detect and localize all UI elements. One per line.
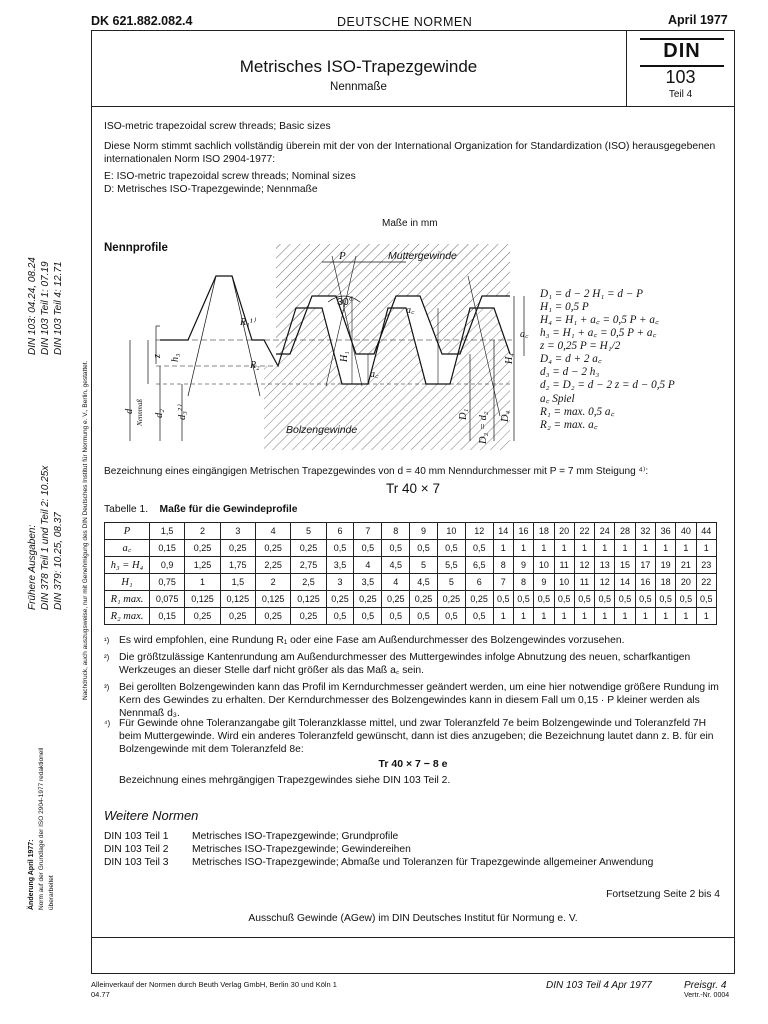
table-cell: 16 (635, 574, 655, 591)
table-cell: 0,5 (676, 591, 696, 608)
table-cell: 0,125 (255, 591, 290, 608)
price-group: Preisgr. 4 (684, 980, 727, 991)
table-cell: 7 (354, 523, 382, 540)
table-cell: 0,25 (185, 608, 220, 625)
table-cell: 0,5 (534, 591, 554, 608)
label-h3: h₃ (170, 353, 181, 362)
table-cell: 16 (513, 523, 533, 540)
table-cell: 5,5 (437, 557, 465, 574)
table-cell: 12 (595, 574, 615, 591)
label-D1: D₁ (458, 408, 469, 420)
title-divider (91, 106, 735, 107)
label-r1: R₁¹⁾ (240, 317, 256, 328)
related-standard-title: Metrisches ISO-Trapezgewinde; Gewindereihen (192, 844, 411, 855)
table-cell: 1 (655, 540, 675, 557)
label-bolzengewinde: Bolzengewinde (286, 424, 358, 436)
table-cell: 4,5 (382, 557, 410, 574)
formula-z: z = 0,25 P = H₁/2 (540, 340, 621, 352)
table-cell: 28 (615, 523, 635, 540)
table-cell: 12 (574, 557, 594, 574)
table-cell: 9 (410, 523, 438, 540)
print-date: 04.77 (91, 990, 110, 999)
table-cell: 0,5 (574, 591, 594, 608)
table-cell: 0,5 (354, 540, 382, 557)
related-standard-ref: DIN 103 Teil 3 (104, 857, 169, 868)
related-standard-ref: DIN 103 Teil 1 (104, 831, 169, 842)
table-cell: 0,125 (185, 591, 220, 608)
table-cell: 7 (493, 574, 513, 591)
label-z: z (152, 354, 163, 358)
table-cell: 1 (534, 540, 554, 557)
table-cell: 0,075 (150, 591, 185, 608)
margin-reprint-notice: Nachdruck, auch auszugsweise, nur mit Genehmigung des DIN Deutsches Institut für Normung e. V., Berlin, gestattet. (82, 360, 89, 700)
table-cell: 1 (595, 608, 615, 625)
table-cell: 0,5 (437, 608, 465, 625)
table-cell: 17 (635, 557, 655, 574)
table-cell: 1 (554, 608, 574, 625)
footnote-3 (104, 681, 719, 720)
table-row (105, 574, 717, 591)
table-cell: 1,75 (220, 557, 255, 574)
margin-change-note: überarbeitet (48, 875, 55, 910)
table-cell: 0,15 (150, 540, 185, 557)
table-cell: 1 (635, 540, 655, 557)
table-cell: 0,5 (354, 608, 382, 625)
formula-d3: d₃ = d − 2 h₃ (540, 366, 600, 378)
formula-h3: h₃ = H₁ + a꜀ = 0,5 P + a꜀ (540, 327, 657, 339)
table-cell: 13 (595, 557, 615, 574)
label-D2: D₂ = d₂ (478, 411, 489, 444)
table-cell: 0,25 (410, 591, 438, 608)
bottom-divider (91, 937, 735, 938)
table-cell: 2,75 (291, 557, 326, 574)
related-standard-title: Metrisches ISO-Trapezgewinde; Abmaße und Toleranzen für Trapezgewinde allgemeiner Anwendung (192, 857, 654, 868)
table-cell: 23 (696, 557, 716, 574)
german-designation: D: Metrisches ISO-Trapezgewinde; Nennmaße (104, 184, 318, 195)
table-cell: 1 (635, 608, 655, 625)
table-cell: 1 (595, 540, 615, 557)
table-cell: 0,25 (465, 591, 493, 608)
table-cell: 4 (354, 557, 382, 574)
label-nennmass: Nennmaß (136, 399, 144, 426)
table-cell: 44 (696, 523, 716, 540)
table-row-header: R₁ max. (105, 591, 150, 608)
profile-dimensions-table (104, 522, 717, 625)
label-h4: H₄ (504, 353, 515, 364)
footnote-text: Es wird empfohlen, eine Rundung R₁ oder eine Fase am Außendurchmesser des Bolzengewindes vorzusehen. (119, 635, 625, 646)
table-cell: 0,25 (255, 608, 290, 625)
formula-ac: a꜀ Spiel (540, 393, 575, 405)
margin-change-note: Änderung April 1977: (28, 839, 35, 910)
label-d2: d₂ (154, 409, 165, 418)
table-cell: 1 (185, 574, 220, 591)
table-cell: 1 (554, 540, 574, 557)
table-cell: 40 (676, 523, 696, 540)
table-cell: 0,5 (382, 608, 410, 625)
table-cell: 20 (554, 523, 574, 540)
table-cell: 0,25 (382, 591, 410, 608)
table-cell: 0,5 (437, 540, 465, 557)
label-muttergewinde: Muttergewinde (388, 250, 457, 262)
units-note: Maße in mm (382, 218, 438, 229)
table-cell: 1 (676, 540, 696, 557)
table-cell: 0,5 (554, 591, 574, 608)
din-logo (640, 38, 724, 66)
margin-change-note: Norm auf der Grundlage der ISO 2904-1977 redaktionell (38, 747, 45, 910)
publisher-heading: DEUTSCHE NORMEN (337, 15, 473, 29)
table-cell: 0,15 (150, 608, 185, 625)
table-cell: 9 (534, 574, 554, 591)
margin-version-line: DIN 103: 04.24, 08.24 (27, 257, 38, 355)
tolerance-example: Tr 40 × 7 − 8 e (378, 758, 448, 770)
table-cell: 1 (676, 608, 696, 625)
table-cell: 0,25 (291, 608, 326, 625)
table-cell: 15 (615, 557, 635, 574)
table-row-header: H₁ (105, 574, 150, 591)
table-cell: 3 (220, 523, 255, 540)
label-angle: 30° (337, 296, 353, 308)
table-cell: 1,5 (220, 574, 255, 591)
table-cell: 36 (655, 523, 675, 540)
table-cell: 1 (493, 540, 513, 557)
table-cell: 8 (493, 557, 513, 574)
table-row-header: h₃ = H₄ (105, 557, 150, 574)
margin-version-line: DIN 103 Teil 1: 07.19 (40, 261, 51, 355)
iso-statement: Diese Norm stimmt sachlich vollständig überein mit der von der International Organization for Standardization (ISO) herausgegebenen internationalen Norm ISO 2904-1977: (104, 141, 716, 165)
footnote-text: Die größtzulässige Kantenrundung am Außendurchmesser des Muttergewindes infolge Abnutzung des neuen, scharfkantigen Werkzeuges an dieser Stelle darf nicht größer als das Maß a꜀ sein. (119, 652, 691, 676)
table-cell: 2,25 (255, 557, 290, 574)
table-cell: 0,5 (595, 591, 615, 608)
table-cell: 1 (534, 608, 554, 625)
table-cell: 1 (696, 608, 716, 625)
document-title: Metrisches ISO-Trapezgewinde (239, 57, 478, 76)
table-cell: 0,5 (410, 608, 438, 625)
table-cell: 8 (382, 523, 410, 540)
table-cell: 0,9 (150, 557, 185, 574)
table-row (105, 540, 717, 557)
table-cell: 18 (534, 523, 554, 540)
table-cell: 1 (493, 608, 513, 625)
table-cell: 1,5 (150, 523, 185, 540)
table-cell: 0,25 (220, 608, 255, 625)
table-cell: 22 (574, 523, 594, 540)
table-cell: 20 (676, 574, 696, 591)
table-cell: 0,25 (437, 591, 465, 608)
table-cell: 11 (574, 574, 594, 591)
footnote-number: ¹) (104, 636, 110, 645)
footnote-number: ⁴) (104, 719, 111, 728)
formula-h4: H₄ = H₁ + a꜀ = 0,5 P + a꜀ (540, 314, 659, 326)
table-cell: 0,5 (513, 591, 533, 608)
table-cell: 0,5 (410, 540, 438, 557)
table-cell: 0,5 (635, 591, 655, 608)
table-cell: 0,5 (615, 591, 635, 608)
figure-heading: Nennprofile (104, 242, 168, 254)
label-d3: d₃²⁾ (177, 405, 188, 420)
table-cell: 6,5 (465, 557, 493, 574)
table-cell: 32 (635, 523, 655, 540)
table-cell: 0,5 (465, 608, 493, 625)
margin-earlier-editions: Frühere Ausgaben: (27, 524, 38, 610)
table-cell: 5 (291, 523, 326, 540)
table-cell: 0,25 (185, 540, 220, 557)
document-subtitle: Nennmaße (330, 81, 387, 93)
table-row (105, 608, 717, 625)
table-cell: 2 (185, 523, 220, 540)
table-cell: 0,5 (326, 608, 354, 625)
table-cell: 21 (676, 557, 696, 574)
table-caption-prefix: Tabelle 1. (104, 504, 149, 515)
table-cell: 11 (554, 557, 574, 574)
table-cell: 1 (615, 540, 635, 557)
table-cell: 1 (655, 608, 675, 625)
table-cell: 3,5 (354, 574, 382, 591)
table-cell: 1 (615, 608, 635, 625)
table-cell: 14 (615, 574, 635, 591)
table-cell: 24 (595, 523, 615, 540)
table-cell: 0,5 (382, 540, 410, 557)
continuation-note: Fortsetzung Seite 2 bis 4 (606, 889, 720, 900)
label-ac-mid: a꜀ (370, 369, 379, 380)
english-title: ISO-metric trapezoidal screw threads; Basic sizes (104, 121, 331, 132)
din-part: Teil 4 (668, 89, 693, 100)
table-cell: 0,5 (655, 591, 675, 608)
din-number: 103 (665, 67, 696, 87)
table-row-header: R₂ max. (105, 608, 150, 625)
footnote-text: Bei gerollten Bolzengewinden kann das Profil im Kerndurchmesser geändert werden, um eine hier notwendige größere Rundung im Kern des Gewindes zu erhalten. Der Kerndurchmesser des Bolzengewindes kann in diesem Fall um 0,15 · P kleiner werden als Nennmaß d₃. (119, 682, 719, 719)
table-cell: 10 (437, 523, 465, 540)
table-cell: 0,5 (696, 591, 716, 608)
table-cell: 1 (574, 608, 594, 625)
designation-sentence: Bezeichnung eines eingängigen Metrischen Trapezgewindes von d = 40 mm Nenndurchmesser mit P = 7 mm Steigung ⁴⁾: (104, 466, 649, 477)
table-cell: 4,5 (410, 574, 438, 591)
footnote-number: ²) (104, 653, 110, 662)
formula-d1: D₁ = d − 2 H₁ = d − P (540, 288, 643, 300)
issue-date: April 1977 (668, 13, 728, 27)
table-cell: 10 (554, 574, 574, 591)
table-cell: 12 (465, 523, 493, 540)
table-row (105, 557, 717, 574)
doc-reference: DIN 103 Teil 4 Apr 1977 (546, 980, 652, 991)
footnote-number: ³) (104, 683, 110, 692)
multi-start-note: Bezeichnung eines mehrgängigen Trapezgewindes siehe DIN 103 Teil 2. (119, 775, 451, 786)
table-row-header: P (105, 523, 150, 540)
table-caption (104, 503, 297, 516)
table-cell: 0,5 (465, 540, 493, 557)
designation-example: Tr 40 × 7 (386, 481, 440, 496)
table-cell: 0,25 (326, 591, 354, 608)
table-cell: 1 (696, 540, 716, 557)
label-ac-right: a꜀ (520, 329, 529, 340)
margin-earlier-editions: DIN 379: 10.25, 08.37 (53, 512, 64, 610)
footnote-2 (104, 651, 719, 677)
label-h1: H₁ (339, 351, 350, 362)
table-cell: 1 (574, 540, 594, 557)
table-cell: 0,5 (326, 540, 354, 557)
table-row (105, 591, 717, 608)
din-logo-text: DIN (663, 40, 701, 62)
table-caption-title: Maße für die Gewindeprofile (159, 504, 298, 515)
table-cell: 0,125 (220, 591, 255, 608)
table-cell: 3 (326, 574, 354, 591)
table-cell: 18 (655, 574, 675, 591)
table-cell: 3,5 (326, 557, 354, 574)
table-cell: 0,25 (354, 591, 382, 608)
label-D4: D₄ (500, 410, 511, 422)
related-standard-ref: DIN 103 Teil 2 (104, 844, 169, 855)
footnote-4 (104, 717, 719, 756)
table-cell: 1 (513, 608, 533, 625)
table-cell: 19 (655, 557, 675, 574)
dk-number: DK 621.882.082.4 (91, 14, 193, 28)
english-designation: E: ISO-metric trapezoidal screw threads; Nominal sizes (104, 171, 356, 182)
table-cell: 10 (534, 557, 554, 574)
formula-h1: H₁ = 0,5 P (540, 301, 589, 313)
table-cell: 1 (513, 540, 533, 557)
table-row (105, 523, 717, 540)
footnote-text: Für Gewinde ohne Toleranzangabe gilt Toleranzklasse mittel, und zwar Toleranzfeld 7e beim Bolzengewinde und Toleranzfeld 7H beim Muttergewinde. Wird ein anderes Toleranzfeld gewünscht, dann ist dies anzugeben; die Bezeichnung lautet dann z. B. für ein Bolzengewinde mit dem Toleranzfeld 8e: (119, 718, 714, 755)
vertrieb-number: Vertr.-Nr. 0004 (684, 992, 730, 999)
formula-d4: D₄ = d + 2 a꜀ (540, 353, 602, 365)
table-cell: 6 (465, 574, 493, 591)
margin-earlier-editions: DIN 378 Teil 1 und Teil 2: 10.25x (40, 465, 51, 610)
table-cell: 2 (255, 574, 290, 591)
label-r2: R₂ (250, 360, 260, 371)
formula-r2: R₂ = max. a꜀ (540, 419, 598, 431)
related-standard-title: Metrisches ISO-Trapezgewinde; Grundprofile (192, 831, 399, 842)
table-cell: 2,5 (291, 574, 326, 591)
table-cell: 14 (493, 523, 513, 540)
table-cell: 5 (410, 557, 438, 574)
table-row-header: a꜀ (105, 540, 150, 557)
table-cell: 5 (437, 574, 465, 591)
table-cell: 0,125 (291, 591, 326, 608)
table-cell: 4 (382, 574, 410, 591)
label-ac-top: a꜀ (406, 305, 415, 316)
table-cell: 0,75 (150, 574, 185, 591)
table-cell: 0,25 (291, 540, 326, 557)
weitere-normen-heading: Weitere Normen (104, 808, 199, 823)
formula-d2: d₂ = D₂ = d − 2 z = d − 0,5 P (540, 379, 675, 391)
table-cell: 8 (513, 574, 533, 591)
table-cell: 22 (696, 574, 716, 591)
footnote-1 (104, 634, 719, 647)
publisher-line: Alleinverkauf der Normen durch Beuth Verlag GmbH, Berlin 30 und Köln 1 (91, 980, 337, 989)
table-cell: 0,25 (220, 540, 255, 557)
table-cell: 1,25 (185, 557, 220, 574)
table-cell: 9 (513, 557, 533, 574)
margin-version-line: DIN 103 Teil 4: 12.71 (53, 261, 64, 355)
table-cell: 6 (326, 523, 354, 540)
formula-r1: R₁ = max. 0,5 a꜀ (540, 406, 615, 418)
table-cell: 4 (255, 523, 290, 540)
committee-line: Ausschuß Gewinde (AGew) im DIN Deutsches Institut für Normung e. V. (248, 913, 578, 924)
table-cell: 0,25 (255, 540, 290, 557)
table-cell: 0,5 (493, 591, 513, 608)
label-p: P (339, 250, 346, 262)
label-d: d (124, 408, 135, 414)
